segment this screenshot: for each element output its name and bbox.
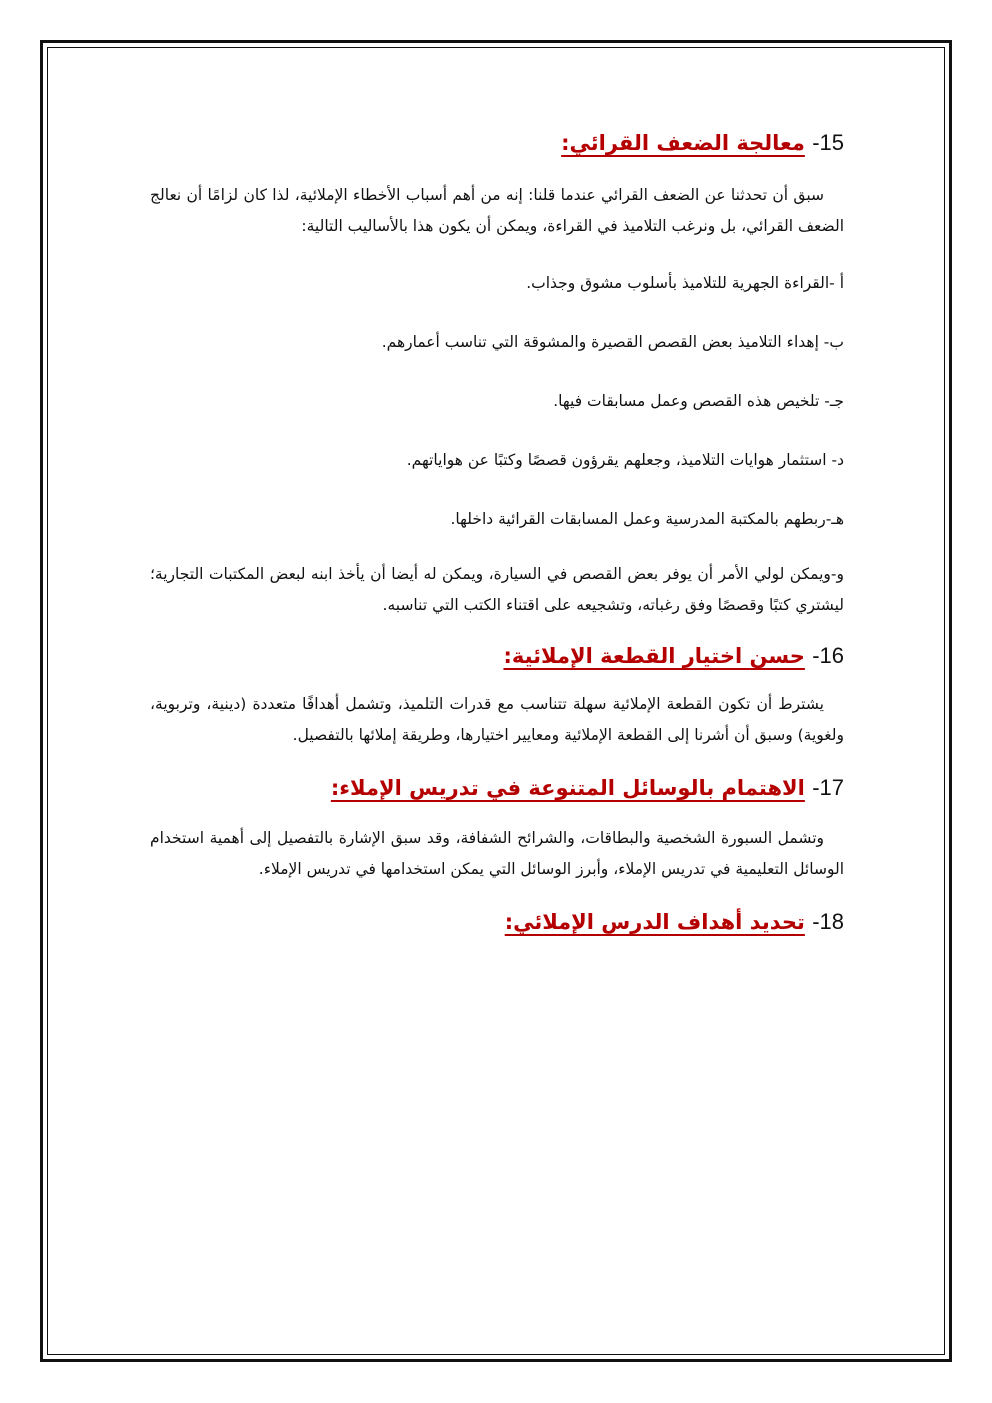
section-15-item-c: جـ- تلخيص هذه القصص وعمل مسابقات فيها. — [553, 392, 844, 410]
section-15-heading — [150, 128, 844, 158]
section-16-heading — [150, 641, 844, 671]
section-15-item-a: أ -القراءة الجهرية للتلاميذ بأسلوب مشوق وجذاب. — [526, 274, 844, 292]
document-body — [150, 118, 844, 937]
section-16-number: 16- — [812, 643, 844, 668]
section-18-number: 18- — [812, 909, 844, 934]
section-16-title: حسن اختيار القطعة الإملائية: — [503, 644, 805, 668]
section-16-body: يشترط أن تكون القطعة الإملائية سهلة تتناسب مع قدرات التلميذ، وتشمل أهدافًا متعددة (دينية، وتربوية، ولغوية) وسبق أن أشرنا إلى القطعة الإملائية ومعايير اختيارها، وطريقة إملائها بالتفصيل. — [150, 695, 844, 744]
section-15-item-d: د- استثمار هوايات التلاميذ، وجعلهم يقرؤون قصصًا وكتبًا عن هواياتهم. — [406, 451, 844, 469]
section-15-item-f: و-ويمكن لولي الأمر أن يوفر بعض القصص في السيارة، ويمكن له أيضا أن يأخذ ابنه لبعض المكتبات التجارية؛ ليشتري كتبًا وقصصًا وفق رغباته، وتشجيعه على اقتناء الكتب التي تناسبه. — [150, 565, 844, 614]
section-17-body: وتشمل السبورة الشخصية والبطاقات، والشرائح الشفافة، وقد سبق الإشارة بالتفصيل إلى أهمية استخدام الوسائل التعليمية في تدريس الإملاء، وأبرز الوسائل التي يمكن استخدامها في تدريس الإملاء. — [150, 829, 844, 878]
section-15-intro: سبق أن تحدثنا عن الضعف القرائي عندما قلنا: إنه من أهم أسباب الأخطاء الإملائية، لذا كان لزامًا أن نعالج الضعف القرائي، بل ونرغب التلاميذ في القراءة، ويمكن أن يكون هذا بالأساليب التالية: — [150, 186, 844, 235]
section-15-number: 15- — [812, 130, 844, 155]
section-15-title: معالجة الضعف القرائي: — [561, 131, 805, 155]
section-15-item-b: ب- إهداء التلاميذ بعض القصص القصيرة والمشوقة التي تناسب أعمارهم. — [381, 333, 844, 351]
section-15-item-e: هـ-ربطهم بالمكتبة المدرسية وعمل المسابقات القرائية داخلها. — [450, 510, 844, 528]
section-17-title: الاهتمام بالوسائل المتنوعة في تدريس الإملاء: — [330, 776, 805, 800]
section-17-number: 17- — [812, 775, 844, 800]
section-17-heading — [150, 773, 844, 803]
section-18-heading — [150, 907, 844, 937]
section-18-title: تحديد أهداف الدرس الإملائي: — [504, 910, 805, 934]
